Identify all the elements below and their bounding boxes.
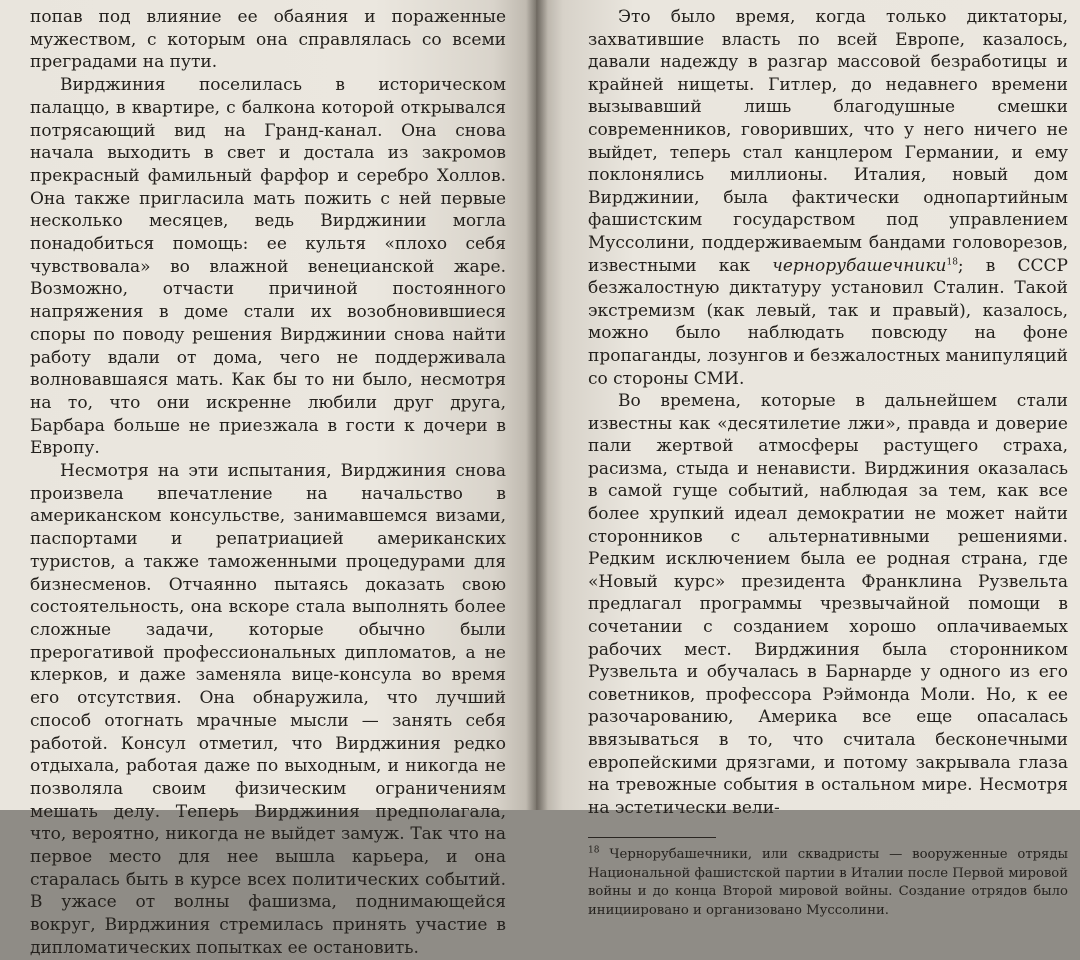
footnote-number: 18 (588, 845, 600, 856)
paragraph (588, 6, 1068, 390)
paragraph: Вирджиния поселилась в историческом палаццо, в квартире, с балкона которой открывался потрясающий вид на Гранд-канал. Она снова начала выходить в свет и достала из закромов прекрасный фамильный фарфор и серебро Холлов. Она также пригласила мать пожить с ней первые несколько месяцев, ведь Вирджинии могла понадобиться помощь: ее культя «плохо себя чувствовала» во влажной венецианской жаре. Возможно, отчасти причиной постоянного напряжения в доме стали их возобновившиеся споры по поводу решения Вирджинии снова найти работу вдали от дома, чего не поддерживала волновавшаяся мать. Как бы то ни было, несмотря на то, что они искренне любили друг друга, Барбара больше не приезжала в гости к дочери в Европу. (30, 75, 506, 459)
footnote-reference: 18 (946, 256, 958, 267)
paragraph-text: Это было время, когда только диктаторы, захватившие власть по всей Европе, казалось, давали надежду в разгар массовой безработицы и крайней нищеты. Гитлер, до недавнего времени вызывавший лишь благодушные смешки современников, говоривших, что у него ничего не выйдет, теперь стал канцлером Германии, и ему поклонялись миллионы. Италия, новый дом Вирджинии, была фактически однопартийным фашистским государством под управлением Муссолини, поддерживаемым бандами головорезов, известными как (588, 7, 1068, 276)
paragraph: попав под влияние ее обаяния и пораженные мужеством, с которым она справлялась со всеми преградами на пути. (30, 7, 506, 73)
paragraph-text: ; в СССР безжалостную диктатуру установил Сталин. Такой экстремизм (как левый, так и правый), казалось, можно было наблюдать повсюду на фоне пропаганды, лозунгов и безжалостных манипуляций со стороны СМИ. (588, 255, 1068, 389)
italic-term: чернорубашечники (772, 255, 947, 276)
paragraph: Несмотря на эти испытания, Вирджиния снова произвела впечатление на начальство в американском консульстве, занимавшемся визами, паспортами и репатриацией американских туристов, а также таможенными процедурами для бизнесменов. Отчаянно пытаясь доказать свою состоятельность, она вскоре стала выполнять более сложные задачи, которые обычно были прерогативой профессиональных дипломатов, а не клерков, и даже заменяла вице-консула во время его отсутствия. Она обнаружила, что лучший способ отогнать мрачные мысли — занять себя работой. Консул отметил, что Вирджиния редко отдыхала, работая даже по выходным, и никогда не позволяла своим физическим ограничениям мешать делу. Теперь Вирджиния предполагала, что, вероятно, никогда не выйдет замуж. Так что на первое место для нее вышла карьера, и она старалась быть в курсе всех политических событий. В ужасе от волны фашизма, поднимающейся вокруг, Вирджиния стремилась принять участие в дипломатических попытках ее остановить. (30, 461, 506, 958)
footnote (588, 846, 1068, 920)
book-gutter (526, 0, 548, 810)
footnote-text: Чернорубашечники, или сквадристы — вооруженные отряды Национальной фашистской партии в Италии после Первой мировой войны и до конца Второй мировой войны. Создание отрядов было инициировано и организовано Муссолини. (588, 847, 1068, 918)
left-page (0, 0, 536, 958)
paragraph: Во времена, которые в дальнейшем стали известны как «десятилетие лжи», правда и доверие пали жертвой атмосферы растущего страха, расизма, стыда и ненависти. Вирджиния оказалась в самой гуще событий, наблюдая за тем, как все более хрупкий идеал демократии не может найти сторонников с альтернативными решениями. Редким исключением была ее родная страна, где «Новый курс» президента Франклина Рузвельта предлагал программы чрезвычайной помощи в сочетании с созданием хорошо оплачиваемых рабочих мест. Вирджиния была сторонником Рузвельта и обучалась в Барнарде у одного из его советников, профессора Рэймонда Моли. Но, к ее разочарованию, Америка все еще опасалась ввязываться в то, что считала бесконечными европейскими дрязгами, и потому закрывала глаза на тревожные события в остальном мире. Несмотря на эстетически вели- (588, 391, 1068, 818)
right-page (536, 0, 1080, 918)
footnote-divider (588, 837, 716, 838)
